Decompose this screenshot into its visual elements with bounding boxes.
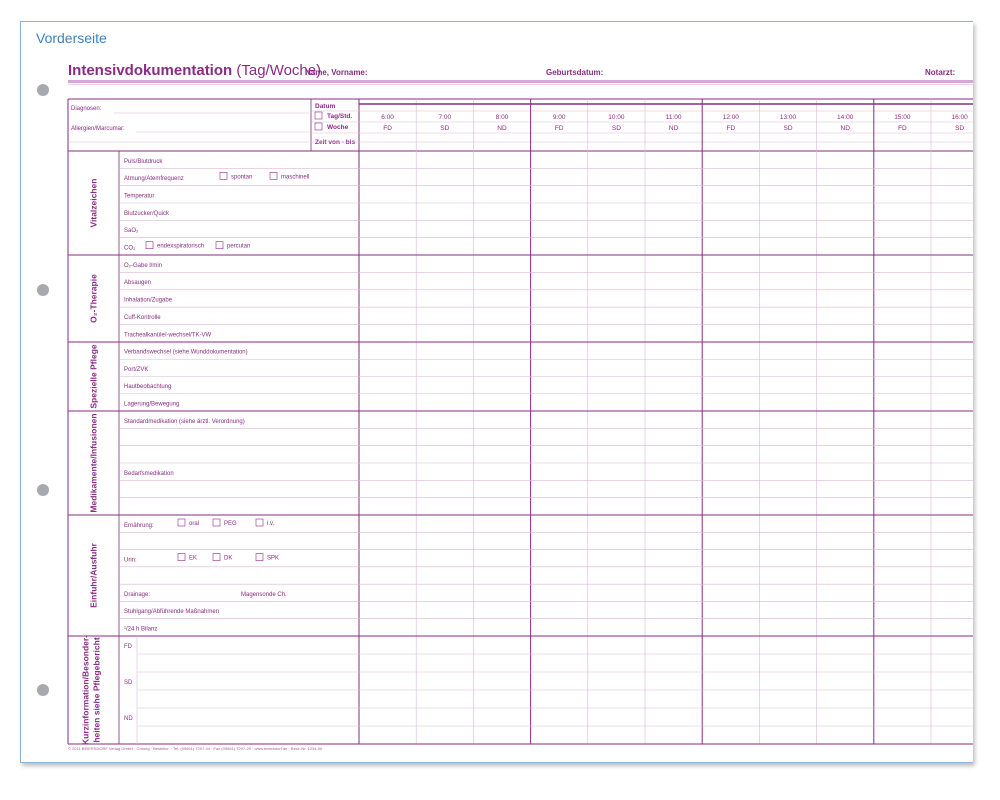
row-label: Stuhlgang/Abführende Maßnahmen bbox=[124, 609, 220, 616]
doctor-label: Notarzt: bbox=[925, 68, 956, 77]
time-label: 12:00 bbox=[722, 114, 739, 121]
row-label: FD bbox=[124, 644, 132, 651]
time-label: 14:00 bbox=[837, 114, 854, 121]
ernaehrung-option: PEG bbox=[224, 521, 237, 527]
row-label: Ernährung: bbox=[124, 522, 154, 529]
shift-label: ND bbox=[497, 125, 507, 132]
urin-checkbox bbox=[256, 554, 263, 561]
row-label: Urin: bbox=[124, 557, 137, 564]
woche-label: Woche bbox=[327, 124, 349, 131]
row-label: Bedarfsmedikation bbox=[124, 470, 174, 477]
shift-label: FD bbox=[726, 125, 736, 132]
co2-endexspiratorisch-checkbox bbox=[146, 242, 153, 249]
tag-std-label: Tag/Std. bbox=[327, 113, 353, 120]
time-label: 16:00 bbox=[951, 114, 968, 121]
co2-option: percutan bbox=[227, 243, 251, 250]
time-label: 6:00 bbox=[381, 114, 394, 121]
name-label: Name, Vorname: bbox=[305, 68, 368, 77]
shift-label: FD bbox=[898, 125, 907, 132]
allergies-label: Allergien/Marcumar: bbox=[71, 126, 125, 132]
row-label: Absaugen bbox=[124, 280, 152, 287]
row-label: Blutzucker/Quick bbox=[124, 210, 170, 217]
row-label: Inhalation/Zugabe bbox=[124, 297, 173, 304]
urin-checkbox bbox=[213, 554, 220, 561]
row-label: Cuff-Kontrolle bbox=[124, 315, 161, 322]
row-label: Drainage: bbox=[124, 591, 151, 598]
shift-label: SD bbox=[955, 125, 965, 132]
row-label: Temperatur bbox=[124, 193, 155, 200]
form-title-main: Intensivdokumentation bbox=[68, 62, 233, 79]
section-title: Kurzinformation/Besonder- bbox=[80, 634, 91, 746]
shift-label: SD bbox=[611, 125, 621, 132]
row-label: Standardmedikation (siehe ärztl. Verordnung) bbox=[124, 418, 245, 425]
shift-label: ND bbox=[840, 125, 850, 132]
time-label: 7:00 bbox=[438, 114, 452, 121]
document-frame bbox=[20, 21, 973, 763]
time-label: 10:00 bbox=[608, 114, 625, 121]
atmung-spontan-checkbox bbox=[220, 172, 227, 179]
urin-option: DK bbox=[224, 555, 233, 562]
shift-label: FD bbox=[383, 125, 392, 132]
row-label: Atmung/Atemfrequenz bbox=[124, 176, 184, 183]
row-label: Hautbeobachtung bbox=[124, 384, 172, 391]
section-title: Vitalzeichen bbox=[88, 178, 99, 228]
footer-imprint: © 2011 BEIERSDORF Verlag GmbH · Coburg · Bestellnr. · Tel. (09561) 7297-34 · Fax (09561) 7297-29 · www.beiersdorf.de · Best.-Nr. 1234-00 bbox=[68, 746, 323, 751]
ernaehrung-checkbox bbox=[256, 519, 263, 526]
page-caption: Vorderseite bbox=[36, 30, 107, 46]
magensonde-label: Magensonde Ch. bbox=[241, 591, 287, 598]
section-title: Spezielle Pflege bbox=[88, 344, 99, 409]
time-label: 9:00 bbox=[552, 114, 566, 121]
section-title: O₂-Therapie bbox=[88, 274, 99, 323]
shift-label: SD bbox=[783, 125, 793, 132]
row-label: ND bbox=[124, 716, 133, 723]
zeit-label: Zeit von - bis bbox=[315, 139, 356, 146]
row-label: O₂-Gabe l/min bbox=[124, 262, 163, 269]
ernaehrung-option: i.v. bbox=[267, 521, 275, 527]
shift-label: SD bbox=[440, 125, 450, 132]
section-title: Medikamente/Infusionen bbox=[88, 413, 99, 513]
ernaehrung-checkbox bbox=[213, 519, 220, 526]
ernaehrung-checkbox bbox=[178, 519, 185, 526]
row-label: Puls/Blutdruck bbox=[124, 158, 163, 165]
atmung-maschinell-checkbox bbox=[270, 172, 277, 179]
atmung-option: spontan bbox=[231, 174, 253, 181]
urin-checkbox bbox=[178, 554, 185, 561]
shift-label: ND bbox=[668, 125, 679, 132]
row-label: SD bbox=[124, 680, 133, 687]
birthdate-label: Geburtsdatum: bbox=[546, 68, 604, 77]
tag-std-checkbox bbox=[315, 112, 322, 119]
row-label: ¹/24 h Bilanz bbox=[124, 626, 158, 633]
shift-label: FD bbox=[554, 125, 564, 132]
form-title-sub: (Tag/Woche) bbox=[236, 62, 322, 79]
section-title: Einfuhr/Ausfuhr bbox=[88, 543, 99, 608]
time-label: 8:00 bbox=[495, 114, 509, 121]
row-label: Port/ZVK bbox=[124, 366, 149, 373]
woche-checkbox bbox=[315, 123, 322, 130]
time-label: 15:00 bbox=[894, 114, 911, 121]
row-label: Verbandswechsel (siehe Wunddokumentation) bbox=[124, 349, 248, 356]
time-label: 13:00 bbox=[779, 114, 797, 121]
row-label: CO₂ bbox=[124, 245, 136, 252]
time-label: 11:00 bbox=[665, 114, 682, 121]
section-title: heiten siehe Pflegebericht bbox=[91, 637, 102, 743]
diagnose-label: Diagnosen: bbox=[71, 106, 102, 112]
urin-option: EK bbox=[189, 555, 198, 562]
co2-percutan-checkbox bbox=[216, 242, 223, 249]
row-label: Lagerung/Bewegung bbox=[124, 401, 180, 408]
row-label: SaO₂ bbox=[124, 228, 139, 235]
row-label: Trachealkanüle/-wechsel/TK-VW bbox=[124, 332, 212, 339]
atmung-option: maschinell bbox=[281, 174, 310, 181]
datum-label: Datum bbox=[315, 103, 336, 110]
documentation-grid bbox=[21, 22, 973, 762]
ernaehrung-option: oral bbox=[189, 521, 200, 527]
co2-option: endexspiratorisch bbox=[157, 243, 205, 250]
urin-option: SPK bbox=[267, 555, 280, 562]
